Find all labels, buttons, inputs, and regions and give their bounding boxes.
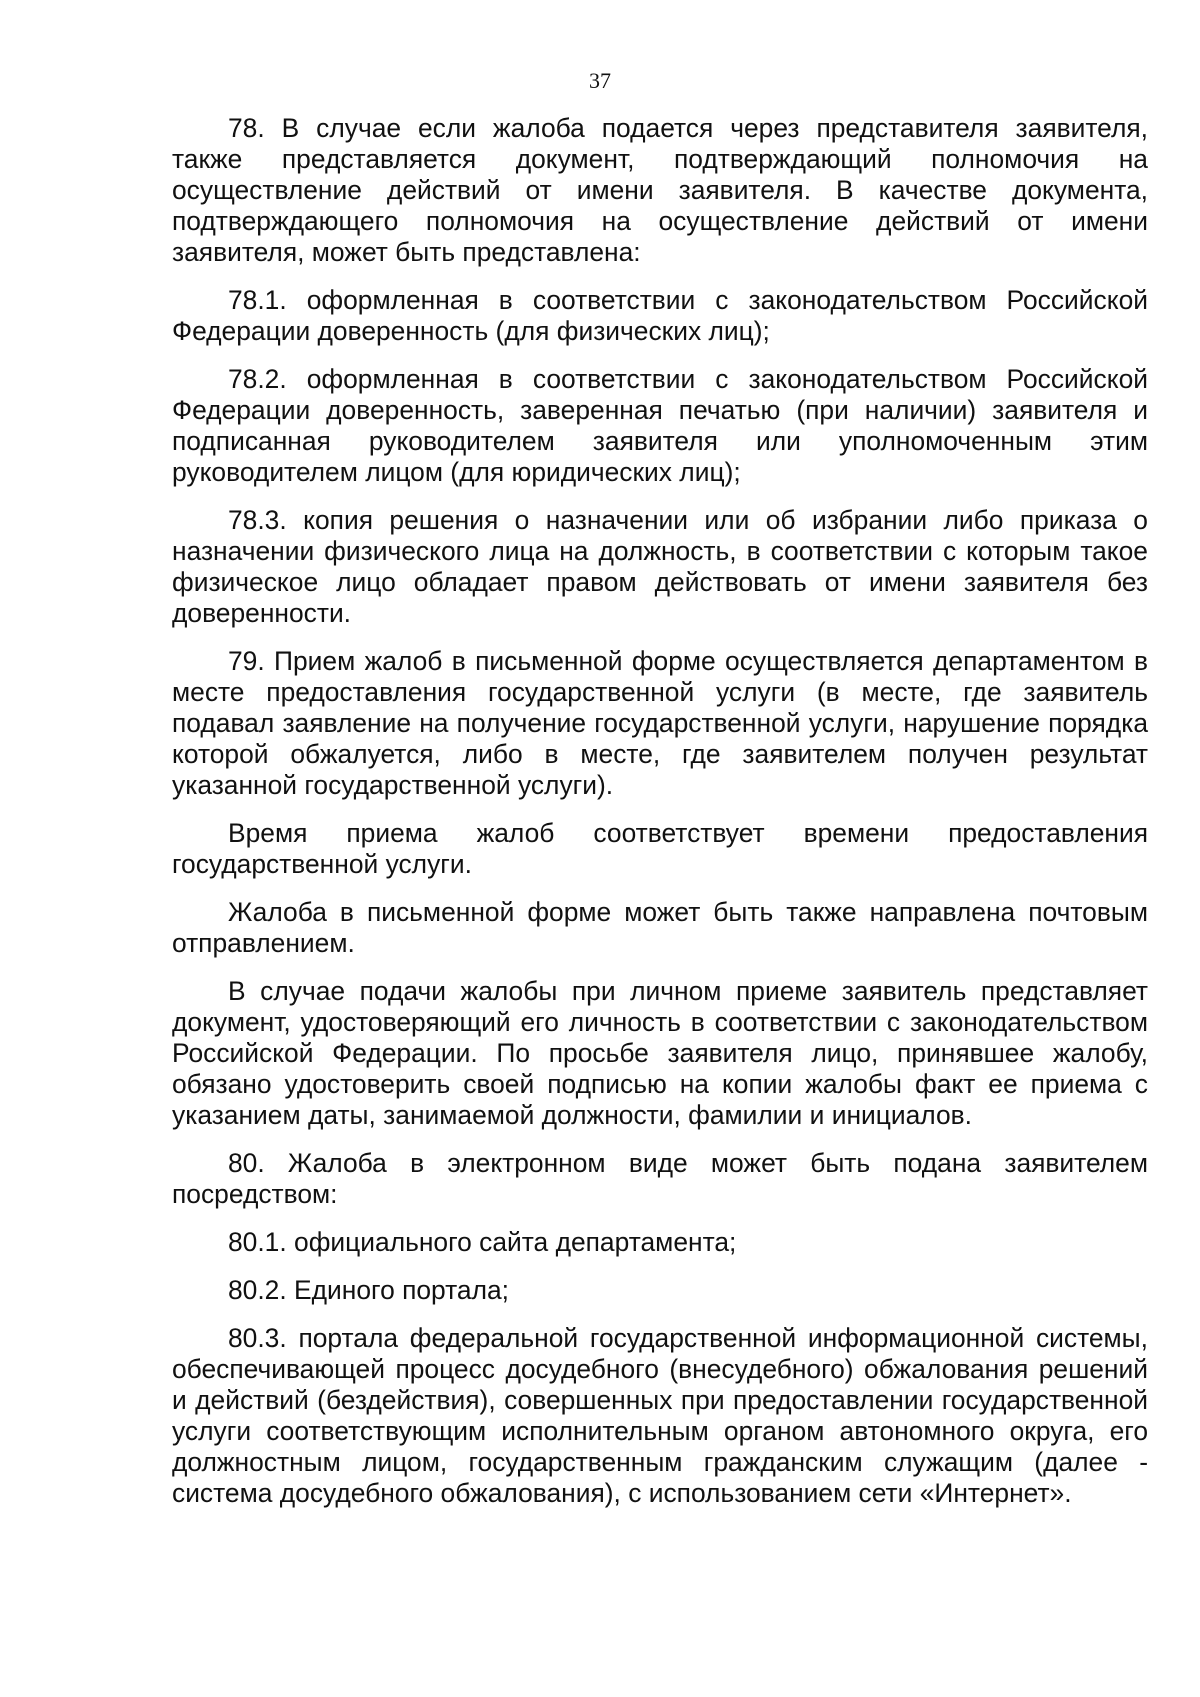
paragraph-78: 78. В случае если жалоба подается через представителя заявителя, также представляется документ, подтверждающий полномочия на осуществление действий от имени заявителя. В качестве документа, подтверждающего полномочия на осуществление действий от имени заявителя, может быть представлена: — [172, 113, 1148, 267]
paragraph-78-3: 78.3. копия решения о назначении или об избрании либо приказа о назначении физического лица на должность, в соответствии с которым такое физическое лицо обладает правом действовать от имени заявителя без доверенности. — [172, 505, 1148, 628]
page-number: 37 — [589, 68, 611, 93]
paragraph-postal-complaint: Жалоба в письменной форме может быть также направлена почтовым отправлением. — [172, 897, 1148, 958]
paragraph-78-2: 78.2. оформленная в соответствии с законодательством Российской Федерации доверенность, заверенная печатью (при наличии) заявителя и подписанная руководителем заявителя или уполномоченным этим руководителем лицом (для юридических лиц); — [172, 364, 1148, 487]
paragraph-80-2: 80.2. Единого портала; — [228, 1275, 510, 1305]
paragraph-80-1: 80.1. официального сайта департамента; — [228, 1227, 737, 1257]
paragraph-78-1: 78.1. оформленная в соответствии с законодательством Российской Федерации доверенность (для физических лиц); — [172, 285, 1148, 346]
paragraph-80-3: 80.3. портала федеральной государственной информационной системы, обеспечивающей процесс досудебного (внесудебного) обжалования решений и действий (бездействия), совершенных при предоставлении государственной услуги соответствующим исполнительным органом автономного округа, его должностным лицом, государственным гражданским служащим (далее - система досудебного обжалования), с использованием сети «Интернет». — [172, 1323, 1148, 1508]
document-body — [172, 113, 1148, 1526]
paragraph-reception-time: Время приема жалоб соответствует времени предоставления государственной услуги. — [172, 818, 1148, 879]
paragraph-80: 80. Жалоба в электронном виде может быть подана заявителем посредством: — [172, 1148, 1148, 1209]
paragraph-personal-reception: В случае подачи жалобы при личном приеме заявитель представляет документ, удостоверяющий его личность в соответствии с законодательством Российской Федерации. По просьбе заявителя лицо, принявшее жалобу, обязано удостоверить своей подписью на копии жалобы факт ее приема с указанием даты, занимаемой должности, фамилии и инициалов. — [172, 976, 1148, 1130]
paragraph-79: 79. Прием жалоб в письменной форме осуществляется департаментом в месте предоставления государственной услуги (в месте, где заявитель подавал заявление на получение государственной услуги, нарушение порядка которой обжалуется, либо в месте, где заявителем получен результат указанной государственной услуги). — [172, 646, 1148, 800]
